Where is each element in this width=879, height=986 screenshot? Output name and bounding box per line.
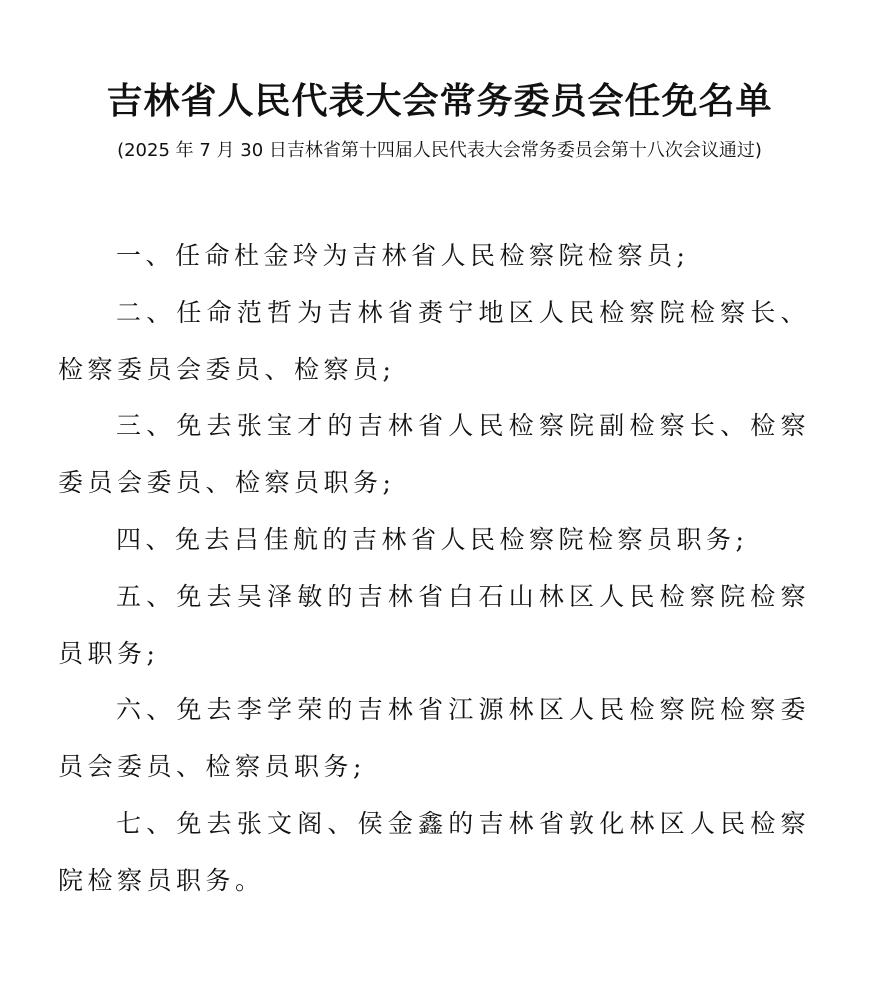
list-item-6: 六、免去李学荣的吉林省江源林区人民检察院检察委员会委员、检察员职务;: [58, 695, 810, 782]
list-item-2: 二、任命范哲为吉林省赉宁地区人民检察院检察长、检察委员会委员、检察员;: [58, 297, 810, 384]
list-item-3: 三、免去张宝才的吉林省人民检察院副检察长、检察委员会委员、检察员职务;: [58, 411, 810, 498]
appointment-list: [58, 228, 810, 910]
list-item-7: 七、免去张文阁、侯金鑫的吉林省敦化林区人民检察院检察员职务。: [58, 808, 810, 895]
page-title: 吉林省人民代表大会常务委员会任免名单: [106, 81, 773, 122]
page-subtitle: (2025 年 7 月 30 日吉林省第十四届人民代表大会常务委员会第十八次会议通过): [117, 140, 762, 161]
list-item-1: 一、任命杜金玲为吉林省人民检察院检察员;: [116, 241, 690, 270]
list-item-5: 五、免去吴泽敏的吉林省白石山林区人民检察院检察员职务;: [58, 581, 810, 668]
list-item-4: 四、免去吕佳航的吉林省人民检察院检察员职务;: [116, 524, 749, 554]
